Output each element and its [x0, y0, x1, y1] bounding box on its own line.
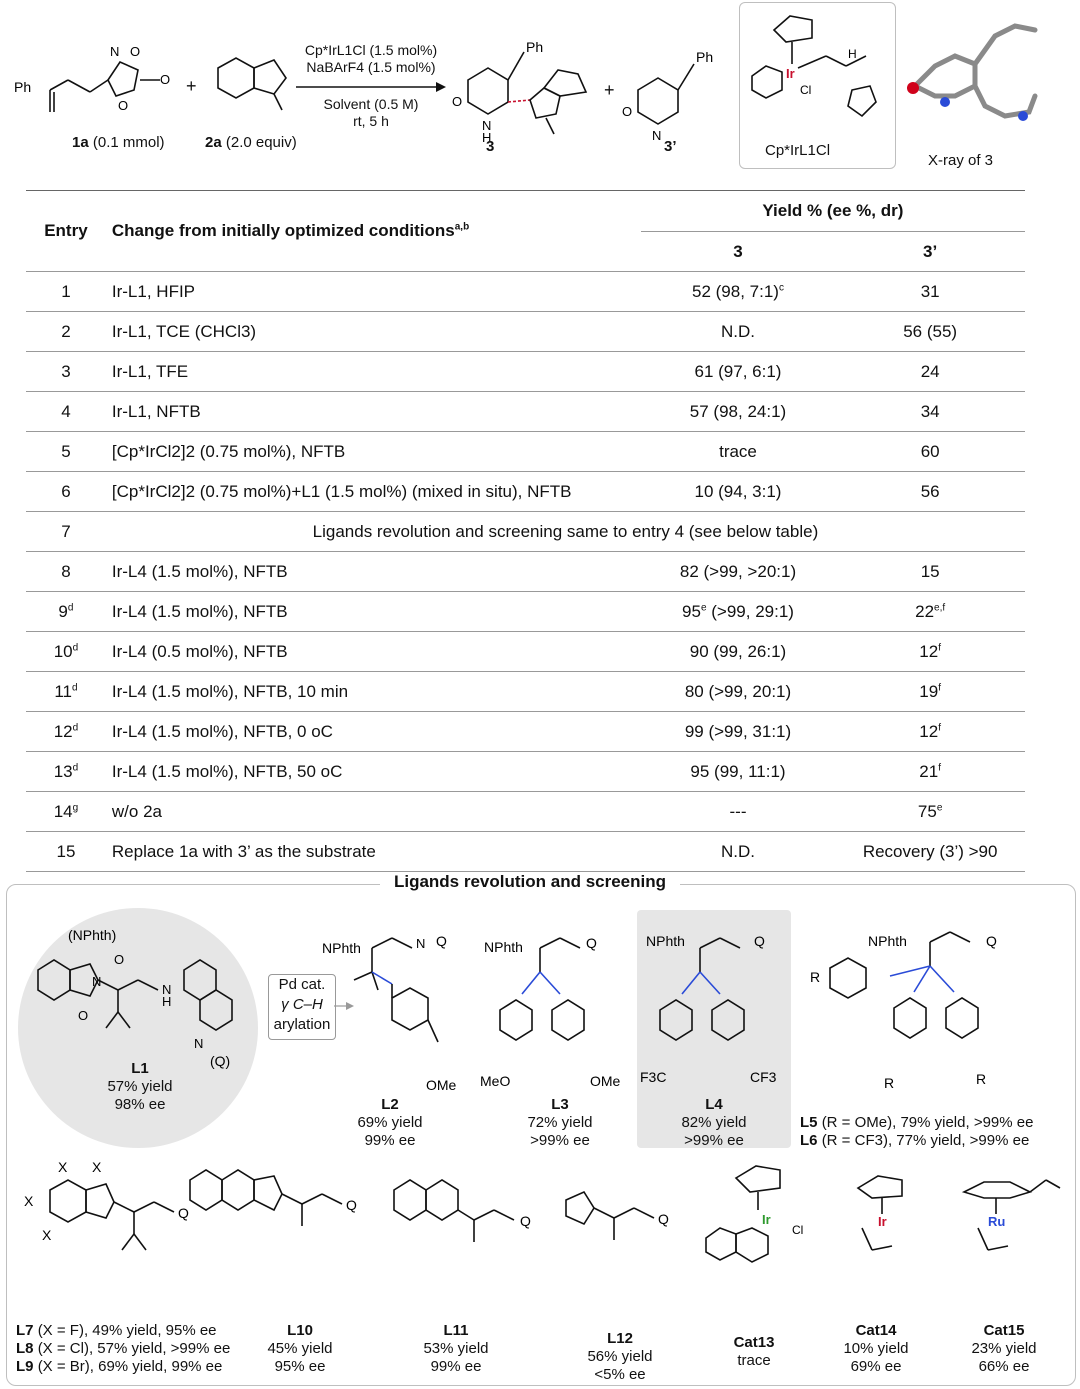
entry-number: 14 — [53, 801, 73, 821]
l7-x-3: X — [24, 1193, 34, 1209]
cell-entry — [26, 592, 106, 632]
structure-l12 — [552, 1170, 702, 1320]
svg-text:N: N — [482, 118, 492, 133]
yield-3prime-footnote: f — [938, 641, 941, 653]
yield-3-value: N.D. — [721, 841, 755, 861]
plus-sign: + — [186, 76, 197, 96]
cat15-ee: 66% ee — [978, 1358, 1030, 1375]
reactant1-amount: (0.1 mmol) — [92, 134, 165, 151]
cell-change: w/o 2a — [106, 792, 641, 832]
reactant2-label: 2a — [205, 134, 222, 151]
entry-number: 10 — [53, 641, 73, 661]
cell-yield-3prime — [835, 472, 1025, 512]
plus-sign-2: + — [604, 80, 615, 100]
svg-text:N: N — [416, 936, 426, 951]
l10-name: L10 — [287, 1322, 313, 1339]
yield-3-value: N.D. — [721, 321, 755, 341]
svg-text:O: O — [622, 104, 633, 119]
cell-change: Ir-L4 (1.5 mol%), NFTB, 0 oC — [106, 712, 641, 752]
cat14-yield: 10% yield — [843, 1340, 909, 1357]
l11-q: Q — [520, 1213, 531, 1229]
yield-3prime-footnote: f — [938, 681, 941, 693]
svg-text:O: O — [78, 1008, 89, 1023]
svg-text:N: N — [92, 974, 102, 989]
svg-text:O: O — [114, 952, 125, 967]
cell-yield-3prime — [835, 792, 1025, 832]
structure-l5-l6 — [810, 912, 1040, 1092]
svg-text:Ph: Ph — [696, 49, 714, 65]
l1-nphth-label: (NPhth) — [68, 927, 117, 943]
l3-yield: 72% yield — [527, 1114, 593, 1131]
l3-nphth: NPhth — [484, 939, 523, 955]
condition-catalyst: Cp*IrL1Cl (1.5 mol%) — [304, 42, 438, 58]
structure-l10 — [184, 1160, 374, 1310]
cell-yield-3prime — [835, 432, 1025, 472]
table-row — [26, 472, 1025, 512]
table-row — [26, 432, 1025, 472]
l11-ee: 99% ee — [430, 1358, 482, 1375]
table-row — [26, 632, 1025, 672]
l4-f3c: F3C — [640, 1069, 667, 1085]
structure-3prime — [618, 40, 728, 143]
cell-change: Ir-L4 (1.5 mol%), NFTB, 10 min — [106, 672, 641, 712]
yield-3-tail: (>99, 29:1) — [706, 601, 794, 621]
xray-label: X-ray of 3 — [928, 152, 994, 169]
l8-name: L8 — [16, 1340, 34, 1357]
yield-3prime-value: 56 (55) — [903, 321, 958, 341]
header-3: 3 — [641, 232, 836, 272]
l10-ee: 95% ee — [274, 1358, 326, 1375]
cell-entry — [26, 632, 106, 672]
arylation-line-3: arylation — [273, 1016, 331, 1033]
optimization-table — [26, 190, 1025, 872]
cat15-ru: Ru — [988, 1214, 1006, 1229]
optimization-table-body — [26, 272, 1025, 872]
catalyst-box-label: Cp*IrL1Cl — [765, 142, 831, 159]
l12-yield: 56% yield — [587, 1348, 653, 1365]
reactant1-label: 1a — [72, 134, 89, 151]
entry-number: 2 — [61, 321, 71, 341]
l7-q: Q — [178, 1205, 189, 1221]
arylation-line-2: γ C–H — [281, 996, 323, 1013]
cat15-name: Cat15 — [983, 1322, 1025, 1339]
yield-3prime-value: 60 — [920, 441, 940, 461]
l9-name: L9 — [16, 1358, 34, 1375]
entry-number: 12 — [53, 721, 73, 741]
reactant2-amount: (2.0 equiv) — [225, 134, 297, 151]
header-entry: Entry — [26, 191, 106, 272]
cat13-name: Cat13 — [733, 1334, 775, 1351]
l1-q-label: (Q) — [210, 1053, 231, 1069]
cell-yield-3 — [641, 552, 836, 592]
svg-text:Cl: Cl — [800, 83, 812, 97]
cell-yield-3 — [641, 592, 836, 632]
cell-entry — [26, 512, 106, 552]
structure-l2 — [322, 918, 462, 1108]
cell-yield-3 — [641, 352, 836, 392]
yield-3-value: 90 (99, 26:1) — [689, 641, 787, 661]
cell-change: Ir-L1, HFIP — [106, 272, 641, 312]
svg-text:O: O — [452, 94, 463, 109]
l2-name: L2 — [381, 1096, 399, 1113]
table-row — [26, 552, 1025, 592]
ligand-panel-title: Ligands revolution and screening — [380, 872, 680, 892]
cell-entry — [26, 672, 106, 712]
svg-text:H: H — [848, 47, 857, 61]
l2-nphth: NPhth — [322, 940, 361, 956]
yield-3-value: 57 (98, 24:1) — [689, 401, 787, 421]
cell-entry — [26, 432, 106, 472]
condition-additive: NaBArF4 (1.5 mol%) — [306, 59, 436, 75]
cell-change: [Cp*IrCl2]2 (0.75 mol%), NFTB — [106, 432, 641, 472]
yield-3prime-footnote: e,f — [934, 601, 946, 613]
entry-footnote: d — [72, 641, 79, 653]
l7-line: (X = F), 49% yield, 95% ee — [37, 1322, 217, 1339]
yield-3prime-value: 12 — [919, 641, 939, 661]
l7-x-2: X — [92, 1159, 102, 1175]
yield-3-footnote: c — [778, 281, 784, 293]
header-change — [106, 191, 641, 272]
l6-line: (R = CF3), 77% yield, >99% ee — [821, 1132, 1030, 1149]
yield-3-value: 10 (94, 3:1) — [694, 481, 782, 501]
entry-number: 5 — [61, 441, 71, 461]
entry-number: 9 — [58, 601, 68, 621]
cell-entry — [26, 272, 106, 312]
svg-text:O: O — [130, 44, 141, 59]
condition-solvent: Solvent (0.5 M) — [323, 96, 419, 112]
l3-meo: MeO — [480, 1073, 511, 1089]
yield-3-value: 80 (>99, 20:1) — [684, 681, 792, 701]
l3-name: L3 — [551, 1096, 569, 1113]
yield-3prime-value: 21 — [919, 761, 939, 781]
xray-structure — [905, 6, 1045, 146]
l3-ome: OMe — [590, 1073, 621, 1089]
table-row — [26, 272, 1025, 312]
arylation-line-1: Pd cat. — [278, 976, 326, 993]
l12-q: Q — [658, 1211, 669, 1227]
cell-yield-3prime — [835, 712, 1025, 752]
entry-footnote: g — [72, 801, 79, 813]
cell-span-note: Ligands revolution and screening same to entry 4 (see below table) — [106, 512, 1025, 552]
entry-footnote: d — [67, 601, 74, 613]
svg-text:N: N — [194, 1036, 204, 1051]
byproduct-label: 3’ — [664, 138, 677, 155]
l2-q: Q — [436, 933, 447, 949]
cell-entry — [26, 552, 106, 592]
cat14-name: Cat14 — [855, 1322, 897, 1339]
l11-yield: 53% yield — [423, 1340, 489, 1357]
l5-nphth: NPhth — [868, 933, 907, 949]
cell-change: Ir-L1, TCE (CHCl3) — [106, 312, 641, 352]
cell-entry — [26, 352, 106, 392]
table-row — [26, 512, 1025, 552]
table-row — [26, 352, 1025, 392]
entry-footnote: d — [72, 721, 79, 733]
cell-yield-3prime — [835, 592, 1025, 632]
cell-change: Ir-L4 (1.5 mol%), NFTB, 50 oC — [106, 752, 641, 792]
yield-3-value: 61 (97, 6:1) — [694, 361, 782, 381]
l5-r-1: R — [810, 969, 821, 985]
entry-number: 15 — [56, 841, 76, 861]
cell-yield-3 — [641, 792, 836, 832]
l2-ome: OMe — [426, 1077, 457, 1093]
l4-nphth: NPhth — [646, 933, 685, 949]
yield-3-value: 95 (99, 11:1) — [690, 761, 786, 781]
cell-yield-3 — [641, 432, 836, 472]
yield-3prime-value: 19 — [919, 681, 939, 701]
table-row — [26, 592, 1025, 632]
header-change-sup: a,b — [454, 221, 470, 233]
cell-entry — [26, 392, 106, 432]
cell-yield-3 — [641, 472, 836, 512]
yield-3prime-value: 75 — [917, 801, 937, 821]
header-yield: Yield % (ee %, dr) — [641, 191, 1025, 232]
cell-change: Ir-L4 (0.5 mol%), NFTB — [106, 632, 641, 672]
cell-yield-3prime — [835, 352, 1025, 392]
structure-2a — [208, 28, 298, 128]
yield-3-value: 95 — [682, 601, 701, 621]
structure-cat13 — [696, 1158, 826, 1308]
l7-name: L7 — [16, 1322, 34, 1339]
cell-yield-3prime — [835, 312, 1025, 352]
l6-name: L6 — [800, 1132, 818, 1149]
entry-number: 1 — [61, 281, 71, 301]
l1-ee: 98% ee — [114, 1096, 166, 1113]
structure-l3 — [480, 918, 640, 1108]
cat14-ee: 69% ee — [850, 1358, 902, 1375]
yield-3prime-value: 31 — [920, 281, 940, 301]
cell-change: [Cp*IrCl2]2 (0.75 mol%)+L1 (1.5 mol%) (mixed in situ), NFTB — [106, 472, 641, 512]
entry-footnote: d — [71, 681, 78, 693]
yield-3prime-value: 56 — [920, 481, 940, 501]
yield-3prime-footnote: f — [938, 761, 941, 773]
l8-line: (X = Cl), 57% yield, >99% ee — [37, 1340, 231, 1357]
cell-yield-3prime — [835, 272, 1025, 312]
header-change-text: Change from initially optimized conditions — [111, 221, 455, 240]
cell-yield-3 — [641, 832, 836, 872]
condition-time: rt, 5 h — [353, 113, 389, 129]
structure-l11 — [384, 1160, 564, 1310]
l3-ee: >99% ee — [530, 1132, 590, 1149]
l2-ee: 99% ee — [364, 1132, 416, 1149]
yield-3prime-value: 24 — [920, 361, 940, 381]
yield-3-footnote: e — [700, 601, 707, 613]
yield-3prime-value: 12 — [919, 721, 939, 741]
catalyst-structure — [742, 6, 892, 136]
cell-yield-3 — [641, 712, 836, 752]
cell-yield-3 — [641, 312, 836, 352]
cell-entry — [26, 712, 106, 752]
svg-text:Ph: Ph — [14, 79, 32, 95]
svg-text:N: N — [110, 44, 120, 59]
cell-change: Replace 1a with 3’ as the substrate — [106, 832, 641, 872]
svg-text:N: N — [652, 128, 662, 143]
l9-line: (X = Br), 69% yield, 99% ee — [37, 1358, 223, 1375]
l5-line: (R = OMe), 79% yield, >99% ee — [821, 1114, 1034, 1131]
cell-entry — [26, 832, 106, 872]
yield-3prime-footnote: f — [938, 721, 941, 733]
cell-entry — [26, 312, 106, 352]
entry-number: 11 — [54, 681, 72, 701]
svg-text:O: O — [118, 98, 129, 113]
table-row — [26, 832, 1025, 872]
svg-text:N: N — [162, 982, 172, 997]
header-3prime: 3’ — [835, 232, 1025, 272]
l10-yield: 45% yield — [267, 1340, 333, 1357]
cell-yield-3 — [641, 272, 836, 312]
structure-3 — [448, 30, 598, 150]
cell-yield-3prime — [835, 832, 1025, 872]
svg-text:Ir: Ir — [786, 66, 795, 81]
l4-name: L4 — [705, 1096, 723, 1113]
cell-entry — [26, 752, 106, 792]
cell-yield-3 — [641, 672, 836, 712]
cell-yield-3prime — [835, 552, 1025, 592]
cell-yield-3 — [641, 752, 836, 792]
cell-change: Ir-L1, NFTB — [106, 392, 641, 432]
svg-text:H: H — [162, 994, 172, 1009]
table-row — [26, 712, 1025, 752]
yield-3prime-value: 22 — [915, 601, 935, 621]
l3-q: Q — [586, 935, 597, 951]
svg-text:Ph: Ph — [526, 39, 544, 55]
yield-3-value: 99 (>99, 31:1) — [684, 721, 792, 741]
structure-cat15 — [950, 1168, 1070, 1298]
l4-cf3: CF3 — [750, 1069, 777, 1085]
yield-3-value: 52 (98, 7:1) — [692, 281, 779, 301]
yield-3-value: trace — [719, 441, 757, 461]
entry-number: 3 — [61, 361, 71, 381]
svg-text:Ir: Ir — [762, 1212, 771, 1227]
cell-yield-3prime — [835, 752, 1025, 792]
reaction-arrow — [296, 82, 446, 92]
l4-q: Q — [754, 933, 765, 949]
entry-number: 8 — [61, 561, 71, 581]
entry-number: 13 — [53, 761, 73, 781]
cell-yield-3 — [641, 392, 836, 432]
structure-l1 — [28, 927, 258, 1080]
svg-text:Cl: Cl — [792, 1223, 804, 1237]
table-row — [26, 312, 1025, 352]
yield-3-value: --- — [729, 801, 747, 821]
cell-yield-3 — [641, 632, 836, 672]
cell-change: Ir-L4 (1.5 mol%), NFTB — [106, 552, 641, 592]
l5-r-2: R — [884, 1075, 895, 1091]
yield-3prime-value: 15 — [920, 561, 940, 581]
svg-text:O: O — [160, 72, 171, 87]
l1-yield: 57% yield — [107, 1078, 173, 1095]
l7-x-1: X — [58, 1159, 68, 1175]
l4-ee: >99% ee — [684, 1132, 744, 1149]
l5-q: Q — [986, 933, 997, 949]
yield-3prime-value: Recovery (3’) >90 — [862, 841, 998, 861]
l2-yield: 69% yield — [357, 1114, 423, 1131]
entry-number: 4 — [61, 401, 71, 421]
reaction-scheme — [0, 0, 1080, 180]
cell-change: Ir-L4 (1.5 mol%), NFTB — [106, 592, 641, 632]
cat13-yield: trace — [737, 1352, 771, 1369]
svg-text:H: H — [482, 130, 492, 145]
cell-entry — [26, 792, 106, 832]
l4-yield: 82% yield — [681, 1114, 747, 1131]
l5-name: L5 — [800, 1114, 818, 1131]
yield-3prime-footnote: e — [936, 801, 943, 813]
structure-cat14 — [834, 1168, 944, 1298]
cat15-yield: 23% yield — [971, 1340, 1037, 1357]
structure-l4 — [640, 918, 790, 1108]
cell-yield-3prime — [835, 632, 1025, 672]
yield-3prime-value: 34 — [920, 401, 940, 421]
l11-name: L11 — [443, 1322, 469, 1339]
yield-3-value: 82 (>99, >20:1) — [679, 561, 797, 581]
cell-yield-3prime — [835, 672, 1025, 712]
table-row — [26, 792, 1025, 832]
table-row — [26, 392, 1025, 432]
table-row — [26, 672, 1025, 712]
entry-number: 7 — [61, 521, 71, 541]
entry-footnote: d — [72, 761, 79, 773]
entry-number: 6 — [61, 481, 71, 501]
svg-text:Ir: Ir — [878, 1214, 887, 1229]
cell-change: Ir-L1, TFE — [106, 352, 641, 392]
l10-q: Q — [346, 1197, 357, 1213]
l12-ee: <5% ee — [594, 1366, 646, 1383]
l5-r-3: R — [976, 1071, 987, 1087]
product-label: 3 — [486, 138, 495, 155]
table-row — [26, 752, 1025, 792]
l7-x-4: X — [42, 1227, 52, 1243]
cell-entry — [26, 472, 106, 512]
l1-name: L1 — [131, 1060, 149, 1077]
structure-1a — [10, 20, 210, 150]
cell-yield-3prime — [835, 392, 1025, 432]
l12-name: L12 — [607, 1330, 633, 1347]
